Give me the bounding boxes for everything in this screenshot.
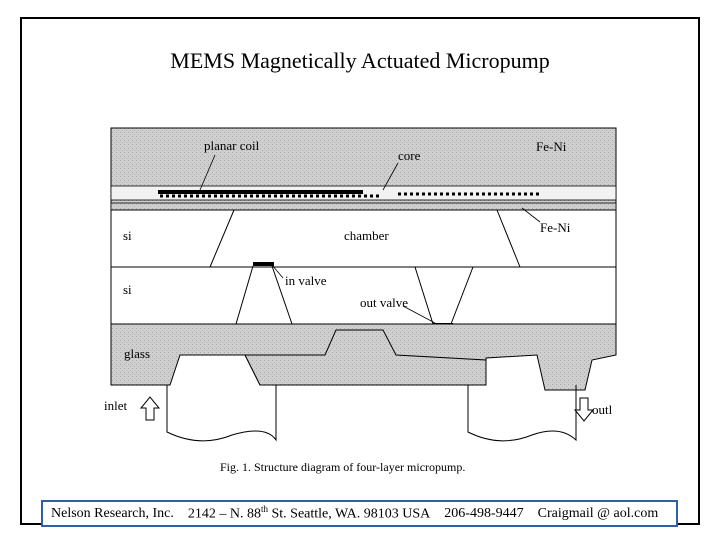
label-chamber: chamber: [344, 228, 389, 243]
label-si-bottom: si: [123, 282, 132, 297]
slide-title: MEMS Magnetically Actuated Micropump: [170, 48, 550, 73]
planar-coil-bar: [158, 190, 363, 194]
label-glass: glass: [124, 346, 150, 361]
outlet-tube: [468, 385, 576, 441]
footer-address-number: 2142 – N. 88: [187, 506, 261, 522]
inlet-arrow-icon: [141, 397, 159, 420]
outlet-arrow-icon: [575, 398, 593, 421]
fe-ni-membrane: [111, 203, 616, 210]
figure-caption: Fig. 1. Structure diagram of four-layer micropump.: [220, 460, 466, 474]
label-out-valve: out valve: [360, 295, 409, 310]
label-si-top: si: [123, 228, 132, 243]
label-fe-ni-mid: Fe-Ni: [540, 220, 571, 235]
footer-address-sup: th: [260, 504, 268, 515]
label-in-valve: in valve: [285, 273, 327, 288]
label-planar-coil: planar coil: [204, 138, 260, 153]
label-outlet: outl: [592, 402, 613, 417]
inlet-tube: [167, 385, 276, 441]
footer-phone: 206-498-9447: [444, 505, 524, 521]
label-fe-ni-top: Fe-Ni: [536, 139, 567, 154]
footer-company: Nelson Research, Inc.: [51, 505, 174, 521]
footer-address-rest: St. Seattle, WA. 98103 USA: [267, 506, 431, 522]
label-core: core: [398, 148, 421, 163]
label-inlet: inlet: [104, 398, 128, 413]
footer-email[interactable]: Craigmail @ aol.com: [537, 505, 659, 521]
contact-footer: [41, 500, 678, 527]
in-valve-flap: [253, 262, 274, 266]
footer-address: [188, 504, 430, 523]
